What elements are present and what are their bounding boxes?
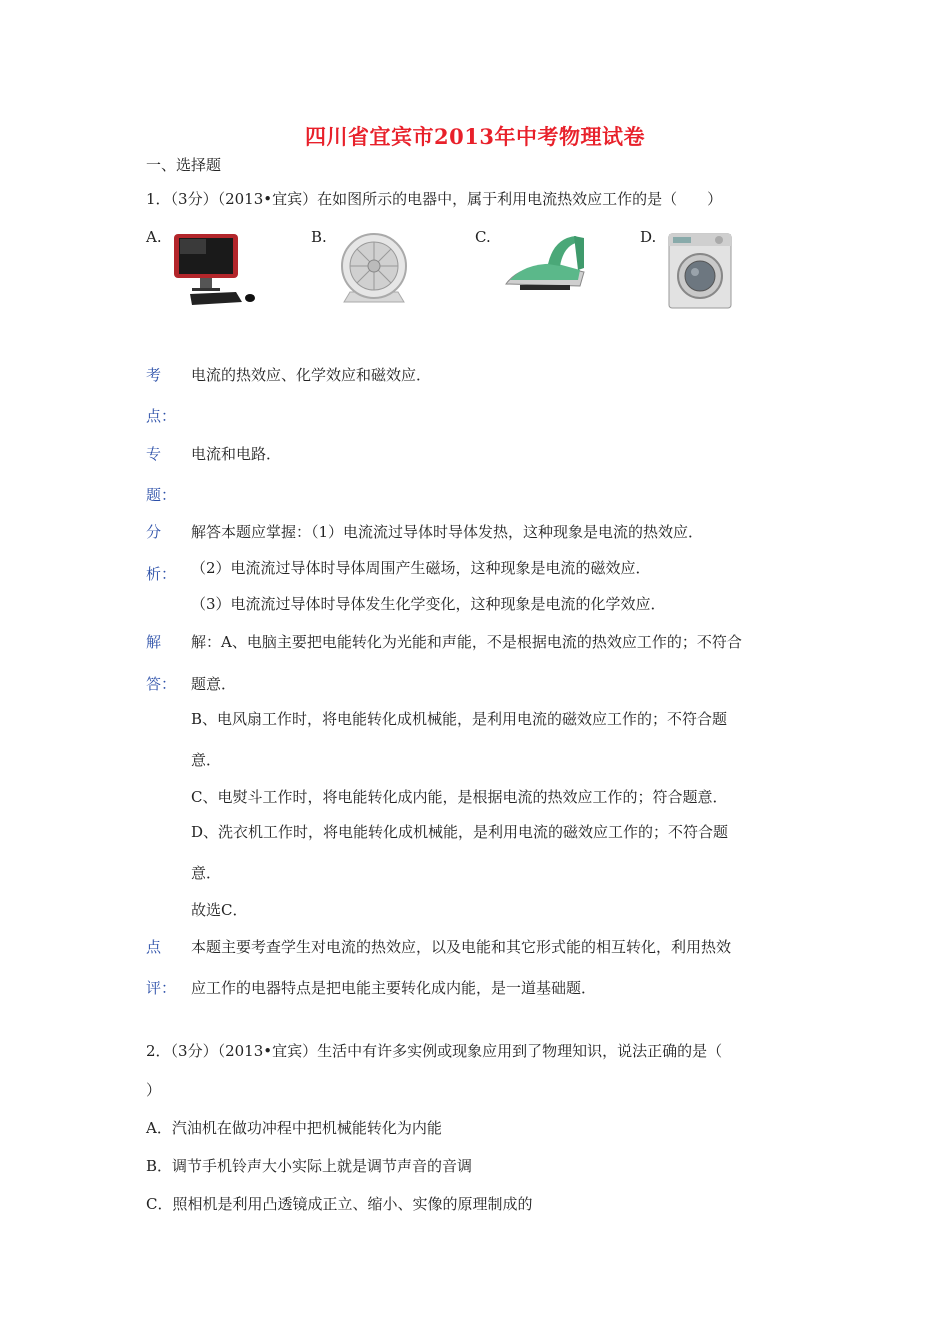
question-1-stem: 1．（3分）（2013•宜宾）在如图所示的电器中，属于利用电流热效应工作的是（ ）: [146, 190, 723, 208]
electric-fan-icon: [336, 232, 412, 312]
zhuanti-label-2: 题：: [146, 486, 177, 504]
washing-machine-icon: [667, 232, 733, 310]
option-d-label: D.: [640, 228, 657, 246]
kaodian-text: 电流的热效应、化学效应和磁效应．: [191, 366, 432, 384]
fenxi-label-2: 析：: [146, 565, 177, 583]
dianping-label-1: 点: [146, 938, 162, 956]
zhuanti-text: 电流和电路．: [191, 445, 282, 463]
dianping-line-1: 本题主要考查学生对电流的热效应，以及电能和其它形式能的相互转化，利用热效: [191, 938, 732, 956]
fenxi-line-2: （2）电流流过导体时导体周围产生磁场，这种现象是电流的磁效应．: [191, 559, 651, 577]
option-b-label: B.: [311, 228, 327, 246]
computer-monitor-icon: [170, 230, 262, 310]
question-2-option-b: B．调节手机铃声大小实际上就是调节声音的音调: [146, 1157, 473, 1175]
fenxi-label-1: 分: [146, 523, 162, 541]
dianping-line-2: 应工作的电器特点是把电能主要转化成内能，是一道基础题．: [191, 979, 597, 997]
kaodian-label-1: 考: [146, 366, 162, 384]
jieda-line-1: 解：A、电脑主要把电能转化为光能和声能，不是根据电流的热效应工作的；不符合: [191, 633, 742, 651]
page-title: 四川省宜宾市2013年中考物理试卷: [305, 124, 645, 149]
question-2-stem-cont: ）: [146, 1081, 162, 1099]
jieda-label-1: 解: [146, 633, 162, 651]
question-2-option-c: C．照相机是利用凸透镜成正立、缩小、实像的原理制成的: [146, 1195, 533, 1213]
jieda-line-5: C、电熨斗工作时，将电能转化成内能，是根据电流的热效应工作的；符合题意．: [191, 788, 728, 806]
dianping-label-2: 评：: [146, 979, 177, 997]
question-2-option-a: A．汽油机在做功冲程中把机械能转化为内能: [146, 1119, 442, 1137]
fenxi-line-3: （3）电流流过导体时导体发生化学变化，这种现象是电流的化学效应．: [191, 595, 666, 613]
kaodian-label-2: 点：: [146, 407, 177, 425]
jieda-line-6: D、洗衣机工作时，将电能转化成机械能，是利用电流的磁效应工作的；不符合题: [191, 823, 729, 841]
jieda-line-3: B、电风扇工作时，将电能转化成机械能，是利用电流的磁效应工作的；不符合题: [191, 710, 728, 728]
option-c-label: C.: [475, 228, 491, 246]
jieda-line-4: 意．: [191, 751, 222, 769]
jieda-line-8: 故选C．: [191, 901, 248, 919]
section-heading: 一、选择题: [146, 156, 222, 174]
fenxi-line-1: 解答本题应掌握：（1）电流流过导体时导体发热，这种现象是电流的热效应．: [191, 523, 704, 541]
jieda-label-2: 答：: [146, 675, 177, 693]
jieda-line-7: 意．: [191, 864, 222, 882]
jieda-line-2: 题意．: [191, 675, 237, 693]
zhuanti-label-1: 专: [146, 445, 162, 463]
electric-iron-icon: [500, 228, 590, 296]
option-a-label: A.: [146, 228, 162, 246]
question-2-stem: 2．（3分）（2013•宜宾）生活中有许多实例或现象应用到了物理知识，说法正确的是（: [146, 1042, 723, 1060]
